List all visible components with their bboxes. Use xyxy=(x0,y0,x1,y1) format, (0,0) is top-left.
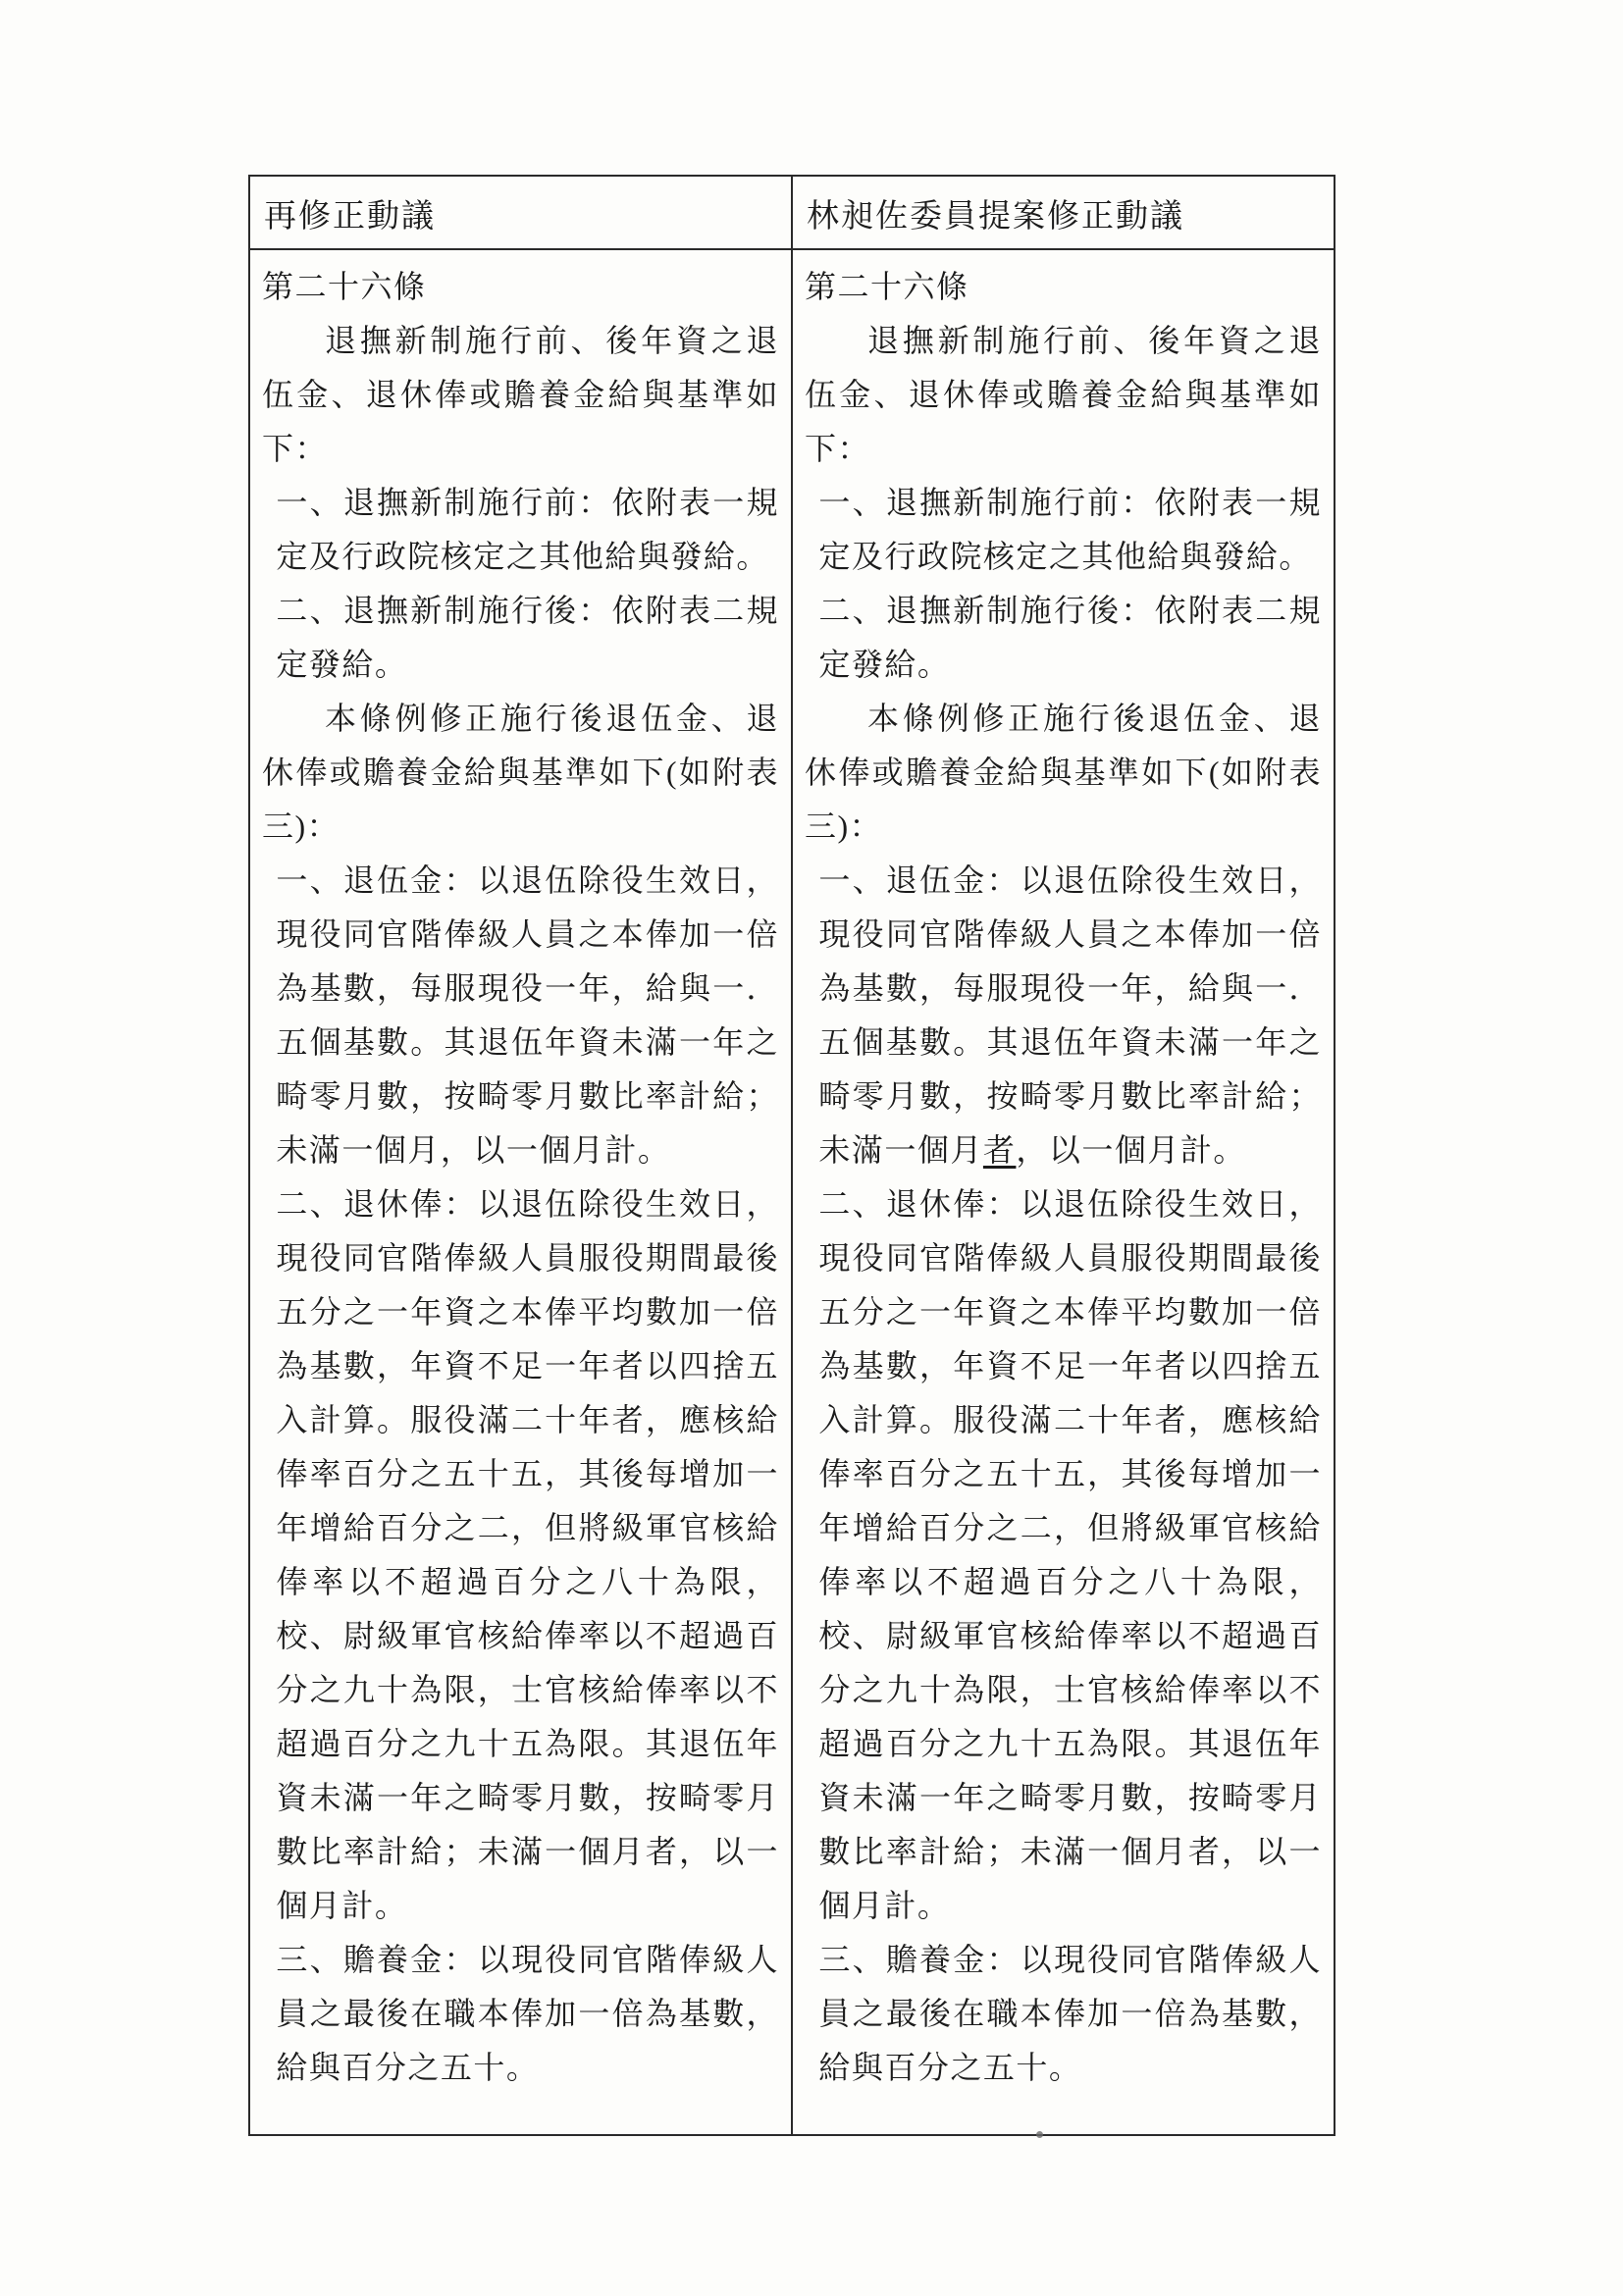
text-segment: 第二十六條 xyxy=(262,269,427,304)
paragraph xyxy=(262,854,779,1177)
paragraph xyxy=(262,260,779,314)
text-segment: ，以一個月計。 xyxy=(1016,1132,1246,1168)
paragraph xyxy=(805,1177,1322,1933)
text-segment: 退撫新制施行前、後年資之退伍金、退休俸或贍養金給與基準如下： xyxy=(805,323,1322,466)
table-body-row xyxy=(249,249,1335,2135)
inserted-text: 者 xyxy=(982,1132,1017,1168)
text-segment: 本條例修正施行後退伍金、退休俸或贍養金給與基準如下(如附表三)： xyxy=(805,701,1322,844)
paragraph xyxy=(805,260,1322,314)
text-segment: 二、退撫新制施行後：依附表二規定發給。 xyxy=(818,593,1322,682)
text-segment: 二、退休俸：以退伍除役生效日，現役同官階俸級人員服役期間最後五分之一年資之本俸平均數加一倍為基數，年資不足一年者以四捨五入計算。服役滿二十年者，應核給俸率百分之五十五，其後每增加一年增給百分之二，但將級軍官核給俸率以不超過百分之八十為限，校、尉級軍官核給俸率以不超過百分之九十為限，士官核給俸率以不超過百分之九十五為限。其退伍年資未滿一年之畸零月數，按畸零月數比率計給；未滿一個月者，以一個月計。 xyxy=(276,1186,779,1923)
text-segment: 三、贍養金：以現役同官階俸級人員之最後在職本俸加一倍為基數，給與百分之五十。 xyxy=(818,1942,1322,2085)
scan-artifact-dot xyxy=(1036,2131,1043,2138)
paragraph xyxy=(262,476,779,584)
text-segment: 二、退撫新制施行後：依附表二規定發給。 xyxy=(276,593,779,682)
paragraph xyxy=(262,1177,779,1933)
paragraph xyxy=(262,584,779,692)
text-segment: 一、退伍金：以退伍除役生效日，現役同官階俸級人員之本俸加一倍為基數，每服現役一年，給與一．五個基數。其退伍年資未滿一年之畸零月數，按畸零月數比率計給；未滿一個月 xyxy=(818,862,1322,1168)
column-header-0: 再修正動議 xyxy=(249,176,792,249)
paragraph xyxy=(262,314,779,476)
paragraph xyxy=(805,692,1322,854)
column-body-0 xyxy=(249,249,792,2135)
text-segment: 二、退休俸：以退伍除役生效日，現役同官階俸級人員服役期間最後五分之一年資之本俸平均數加一倍為基數，年資不足一年者以四捨五入計算。服役滿二十年者，應核給俸率百分之五十五，其後每增加一年增給百分之二，但將級軍官核給俸率以不超過百分之八十為限，校、尉級軍官核給俸率以不超過百分之九十為限，士官核給俸率以不超過百分之九十五為限。其退伍年資未滿一年之畸零月數，按畸零月數比率計給；未滿一個月者，以一個月計。 xyxy=(818,1186,1322,1923)
paragraph xyxy=(262,692,779,854)
text-segment: 一、退撫新制施行前：依附表一規定及行政院核定之其他給與發給。 xyxy=(818,485,1322,574)
text-segment: 三、贍養金：以現役同官階俸級人員之最後在職本俸加一倍為基數，給與百分之五十。 xyxy=(276,1942,779,2085)
paragraph xyxy=(805,584,1322,692)
paragraph xyxy=(805,1933,1322,2095)
text-segment: 本條例修正施行後退伍金、退休俸或贍養金給與基準如下(如附表三)： xyxy=(262,701,779,844)
column-body-1 xyxy=(792,249,1335,2135)
paragraph xyxy=(805,854,1322,1177)
text-segment: 第二十六條 xyxy=(805,269,969,304)
comparison-table xyxy=(248,175,1335,2136)
paragraph xyxy=(805,476,1322,584)
column-header-1: 林昶佐委員提案修正動議 xyxy=(792,176,1335,249)
paragraph xyxy=(805,314,1322,476)
table-header-row xyxy=(249,176,1335,249)
text-segment: 退撫新制施行前、後年資之退伍金、退休俸或贍養金給與基準如下： xyxy=(262,323,779,466)
text-segment: 一、退撫新制施行前：依附表一規定及行政院核定之其他給與發給。 xyxy=(276,485,779,574)
paragraph xyxy=(262,1933,779,2095)
text-segment: 一、退伍金：以退伍除役生效日，現役同官階俸級人員之本俸加一倍為基數，每服現役一年，給與一．五個基數。其退伍年資未滿一年之畸零月數，按畸零月數比率計給；未滿一個月，以一個月計。 xyxy=(276,862,779,1168)
